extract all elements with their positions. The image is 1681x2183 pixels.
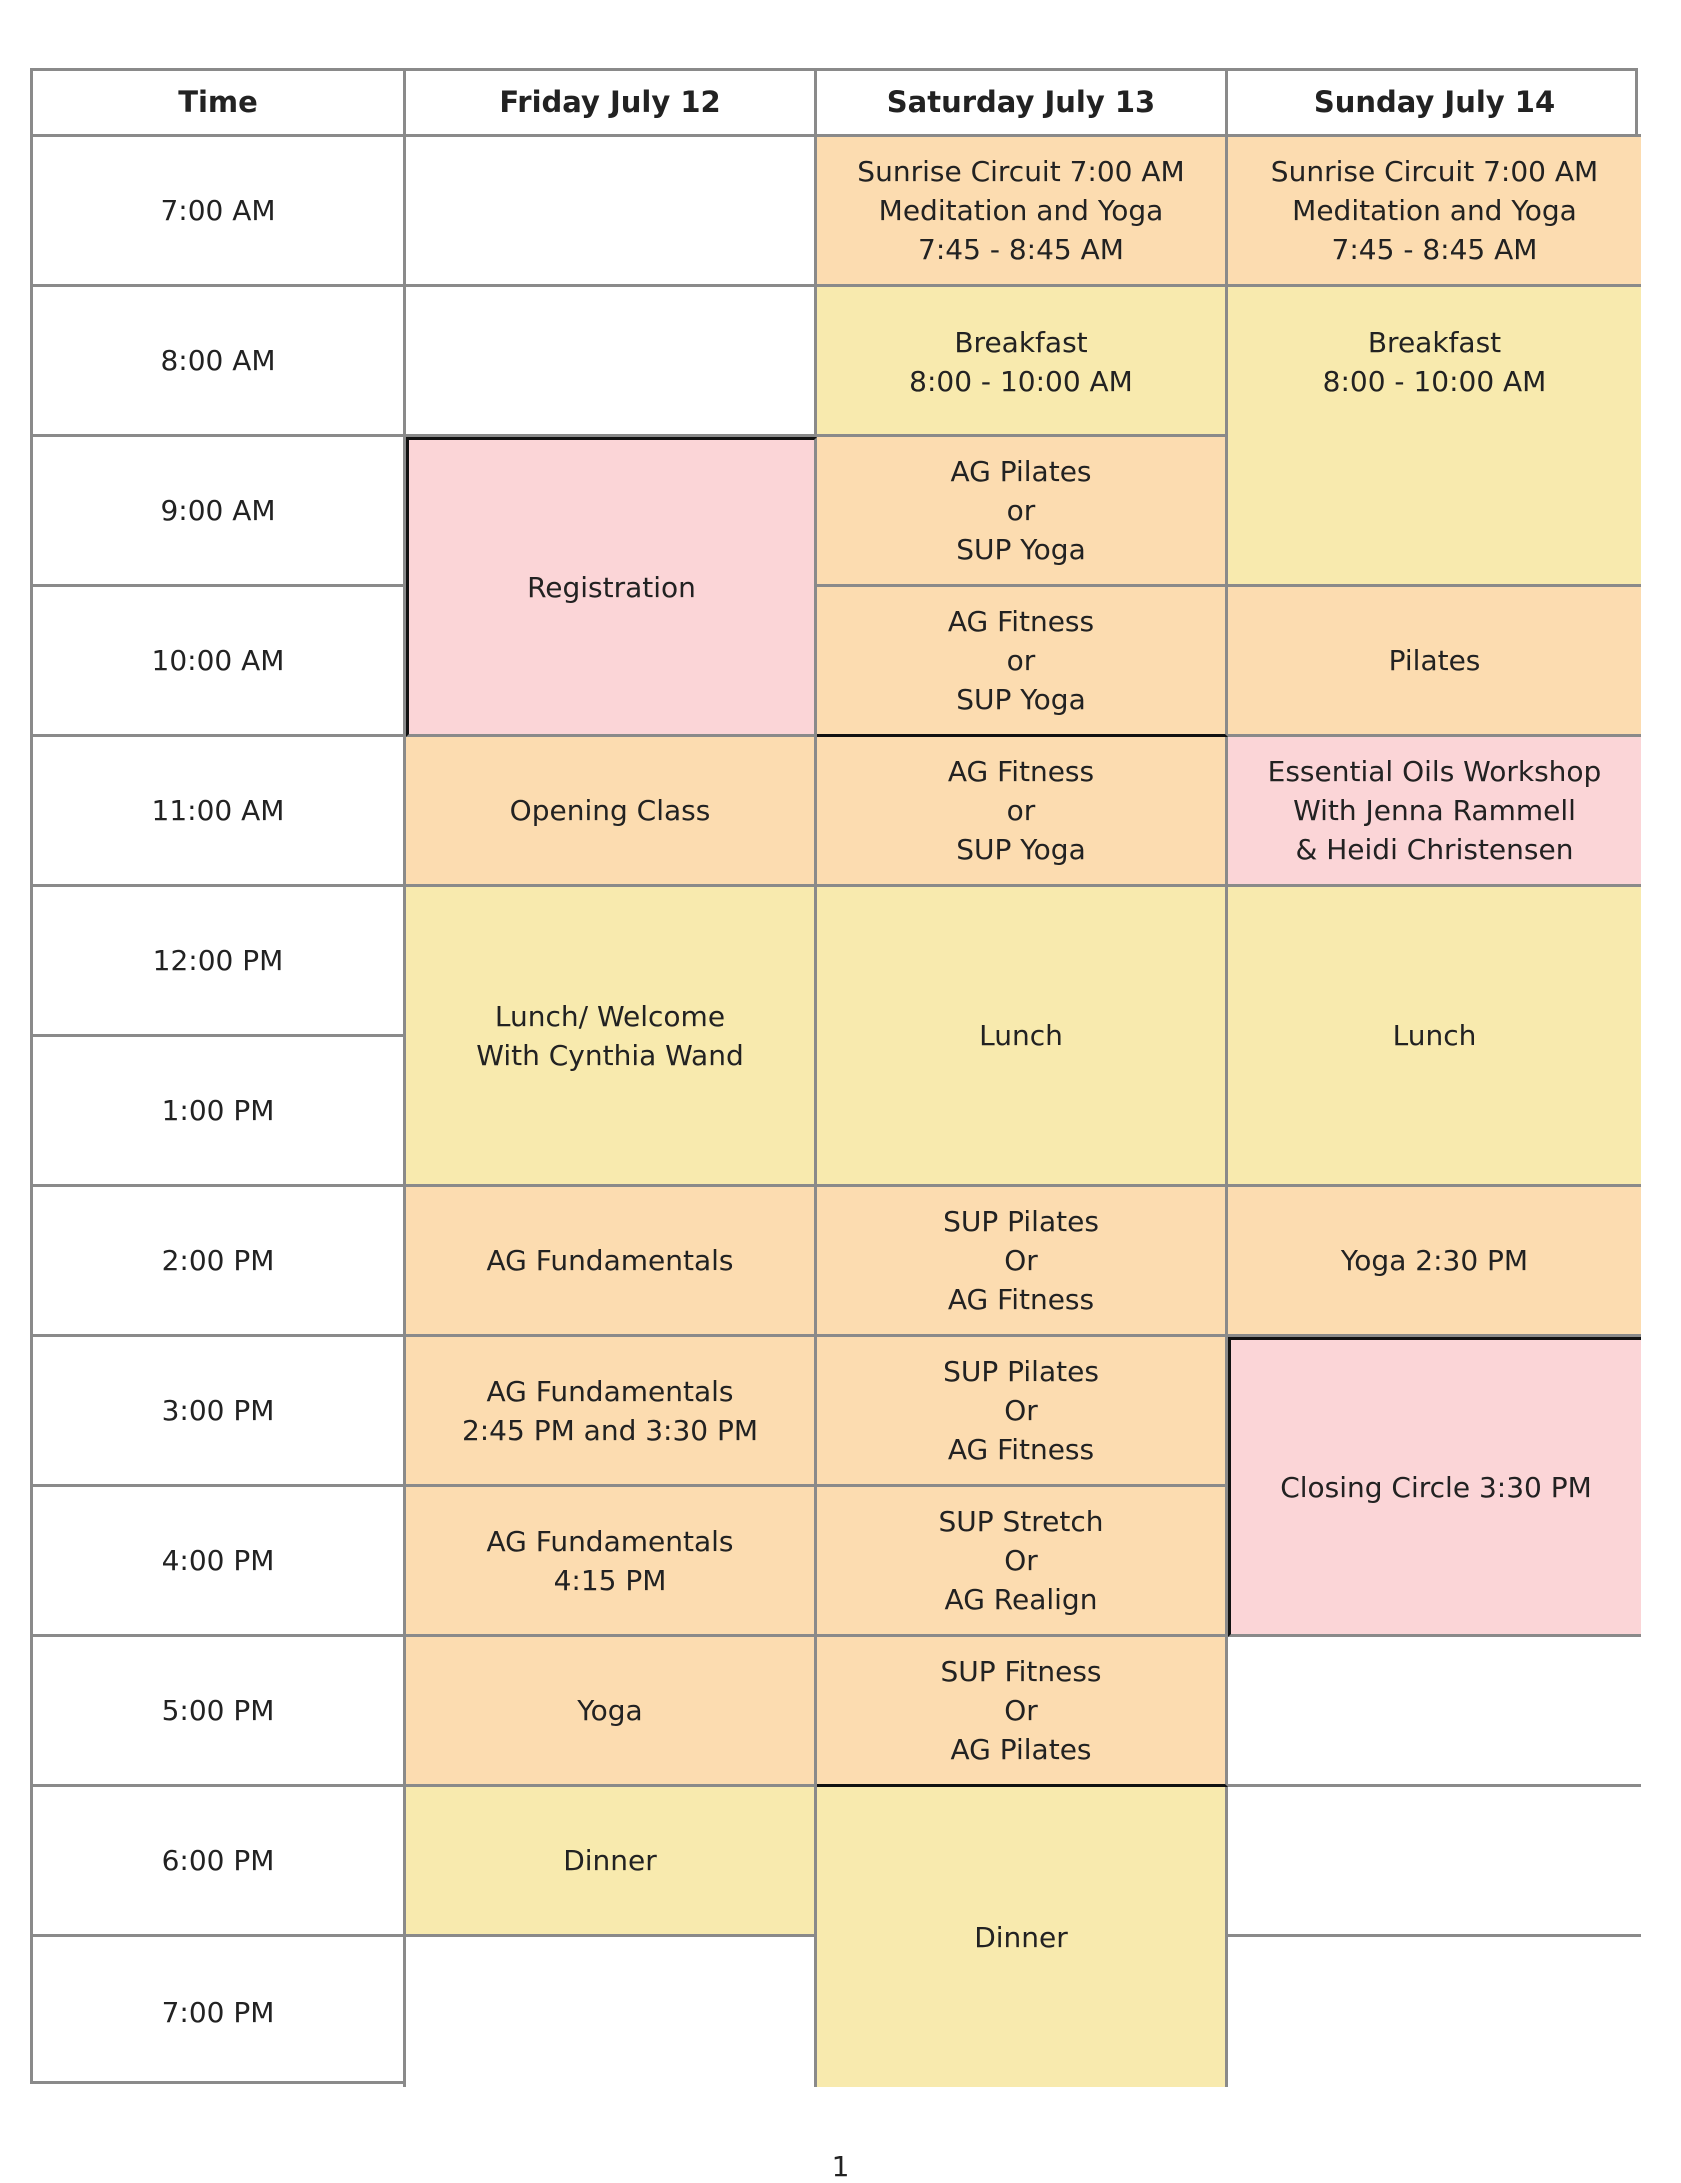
friday-empty-slot xyxy=(406,287,817,437)
sunday-yoga: Yoga 2:30 PM xyxy=(1228,1187,1641,1337)
saturday-lunch: Lunch xyxy=(817,887,1228,1187)
time-label: 5:00 PM xyxy=(33,1637,406,1787)
time-label: 1:00 PM xyxy=(33,1037,406,1187)
time-label: 7:00 PM xyxy=(33,1937,406,2087)
time-label: 6:00 PM xyxy=(33,1787,406,1937)
friday-opening-class: Opening Class xyxy=(406,737,817,887)
sunday-lunch: Lunch xyxy=(1228,887,1641,1187)
time-label: 4:00 PM xyxy=(33,1487,406,1637)
sunday-sunrise-circuit: Sunrise Circuit 7:00 AM Meditation and Yoga 7:45 - 8:45 AM xyxy=(1228,137,1641,287)
friday-empty-slot xyxy=(406,1937,817,2087)
friday-ag-fundamentals: AG Fundamentals 2:45 PM and 3:30 PM xyxy=(406,1337,817,1487)
saturday-session: AG Pilates or SUP Yoga xyxy=(817,437,1228,587)
saturday-session: SUP Pilates Or AG Fitness xyxy=(817,1187,1228,1337)
sunday-essential-oils-workshop: Essential Oils Workshop With Jenna Rammell & Heidi Christensen xyxy=(1228,737,1641,887)
sunday-pilates: Pilates xyxy=(1228,587,1641,737)
friday-registration: Registration xyxy=(406,437,817,737)
saturday-breakfast: Breakfast 8:00 - 10:00 AM xyxy=(817,287,1228,437)
page-number: 1 xyxy=(831,2150,850,2183)
saturday-dinner: Dinner xyxy=(817,1787,1228,2087)
time-label: 12:00 PM xyxy=(33,887,406,1037)
schedule-table xyxy=(30,68,1638,2084)
saturday-session: AG Fitness or SUP Yoga xyxy=(817,737,1228,887)
saturday-session: AG Fitness or SUP Yoga xyxy=(817,587,1228,737)
time-label: 3:00 PM xyxy=(33,1337,406,1487)
saturday-session: SUP Pilates Or AG Fitness xyxy=(817,1337,1228,1487)
sunday-closing-circle: Closing Circle 3:30 PM xyxy=(1228,1337,1641,1637)
friday-ag-fundamentals: AG Fundamentals xyxy=(406,1187,817,1337)
header-friday: Friday July 12 xyxy=(406,71,817,137)
time-label: 11:00 AM xyxy=(33,737,406,887)
friday-ag-fundamentals: AG Fundamentals 4:15 PM xyxy=(406,1487,817,1637)
header-sunday: Sunday July 14 xyxy=(1228,71,1641,137)
sunday-breakfast: Breakfast 8:00 - 10:00 AM xyxy=(1228,287,1641,587)
header-saturday: Saturday July 13 xyxy=(817,71,1228,137)
saturday-session: SUP Fitness Or AG Pilates xyxy=(817,1637,1228,1787)
saturday-session: SUP Stretch Or AG Realign xyxy=(817,1487,1228,1637)
friday-lunch-welcome: Lunch/ Welcome With Cynthia Wand xyxy=(406,887,817,1187)
time-label: 10:00 AM xyxy=(33,587,406,737)
time-label: 9:00 AM xyxy=(33,437,406,587)
sunday-empty-slot xyxy=(1228,1937,1641,2087)
sunday-empty-slot xyxy=(1228,1787,1641,1937)
time-label: 7:00 AM xyxy=(33,137,406,287)
time-label: 2:00 PM xyxy=(33,1187,406,1337)
friday-yoga: Yoga xyxy=(406,1637,817,1787)
friday-empty-slot xyxy=(406,137,817,287)
saturday-sunrise-circuit: Sunrise Circuit 7:00 AM Meditation and Yoga 7:45 - 8:45 AM xyxy=(817,137,1228,287)
header-time: Time xyxy=(33,71,406,137)
time-label: 8:00 AM xyxy=(33,287,406,437)
friday-dinner: Dinner xyxy=(406,1787,817,1937)
sunday-empty-slot xyxy=(1228,1637,1641,1787)
